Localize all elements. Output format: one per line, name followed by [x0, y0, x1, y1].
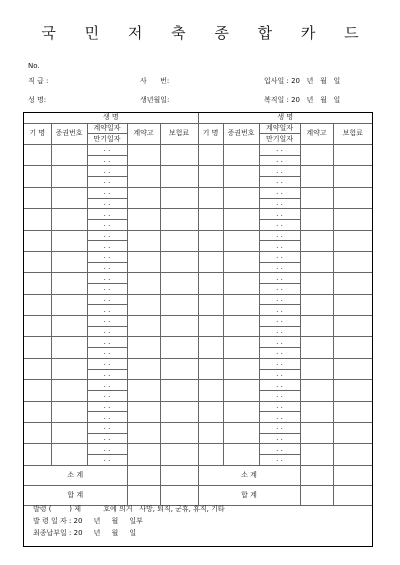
- cert-no-cell-left[interactable]: [51, 358, 87, 379]
- cert-no-cell-right[interactable]: [223, 145, 259, 166]
- premium-cell-right[interactable]: [333, 166, 372, 187]
- contract-date-cell-left: . .: [87, 273, 127, 284]
- org-cell-right[interactable]: [198, 294, 223, 315]
- maturity-date-cell-right: . .: [259, 369, 300, 380]
- table-row: [24, 337, 372, 348]
- table-row: [24, 145, 372, 156]
- notes-line-last-payment: 최종납부일 : 20 년 월 일: [33, 529, 137, 537]
- premium-cell-left[interactable]: [160, 401, 198, 422]
- contract-date-cell-right: . .: [259, 145, 300, 156]
- org-cell-left[interactable]: [24, 380, 51, 401]
- table-row: [24, 294, 372, 305]
- org-cell-left[interactable]: [24, 209, 51, 230]
- table-row: [24, 209, 372, 220]
- contract-date-cell-left: . .: [87, 337, 127, 348]
- table-row: [24, 380, 372, 391]
- org-cell-left[interactable]: [24, 316, 51, 337]
- org-cell-right[interactable]: [198, 401, 223, 422]
- premium-cell-right[interactable]: [333, 145, 372, 166]
- amount-cell-left[interactable]: [127, 422, 160, 443]
- contract-date-cell-right: . .: [259, 187, 300, 198]
- premium-cell-right[interactable]: [333, 316, 372, 337]
- rank-label: 직 급 :: [28, 77, 49, 85]
- org-cell-right[interactable]: [198, 380, 223, 401]
- amount-cell-right[interactable]: [300, 401, 333, 422]
- cert-no-cell-right[interactable]: [223, 230, 259, 251]
- cert-no-cell-left[interactable]: [51, 316, 87, 337]
- maturity-date-cell-right: . .: [259, 348, 300, 359]
- total-row: [24, 485, 372, 505]
- org-cell-left[interactable]: [24, 230, 51, 251]
- notes-line-order: 발령 ( ) 제 호에 의거 사망, 퇴직, 군휴, 휴직, 기타: [33, 505, 225, 513]
- premium-cell-left[interactable]: [160, 209, 198, 230]
- maturity-date-cell-left: . .: [87, 455, 127, 466]
- cert-no-cell-right[interactable]: [223, 316, 259, 337]
- section-title-right: 생 명: [198, 113, 372, 123]
- cert-no-cell-left[interactable]: [51, 337, 87, 358]
- org-cell-right[interactable]: [198, 316, 223, 337]
- premium-cell-left[interactable]: [160, 380, 198, 401]
- amount-cell-left[interactable]: [127, 230, 160, 251]
- totals-body: [24, 465, 372, 505]
- col-amount-right: 계약고: [300, 123, 333, 144]
- org-cell-left[interactable]: [24, 273, 51, 294]
- table-row: [24, 230, 372, 241]
- cert-no-cell-left[interactable]: [51, 230, 87, 251]
- amount-cell-right[interactable]: [300, 444, 333, 465]
- premium-cell-left[interactable]: [160, 187, 198, 208]
- cert-no-cell-right[interactable]: [223, 358, 259, 379]
- contract-date-cell-right: . .: [259, 251, 300, 262]
- cert-no-cell-right[interactable]: [223, 187, 259, 208]
- amount-cell-right[interactable]: [300, 337, 333, 358]
- premium-cell-right[interactable]: [333, 422, 372, 443]
- contract-date-cell-right: . .: [259, 294, 300, 305]
- amount-cell-left[interactable]: [127, 273, 160, 294]
- amount-cell-left[interactable]: [127, 187, 160, 208]
- maturity-date-cell-left: . .: [87, 262, 127, 273]
- subtotal-premium-right[interactable]: [333, 465, 372, 485]
- maturity-date-cell-right: . .: [259, 177, 300, 188]
- cert-no-cell-right[interactable]: [223, 444, 259, 465]
- amount-cell-left[interactable]: [127, 251, 160, 272]
- contract-date-cell-left: . .: [87, 251, 127, 262]
- cert-no-cell-left[interactable]: [51, 145, 87, 166]
- maturity-date-cell-right: . .: [259, 284, 300, 295]
- contract-date-cell-left: . .: [87, 444, 127, 455]
- col-premium-left: 보험료: [160, 123, 198, 144]
- card-no-label: No.: [28, 62, 40, 70]
- maturity-date-cell-right: . .: [259, 433, 300, 444]
- org-cell-right[interactable]: [198, 251, 223, 272]
- premium-cell-right[interactable]: [333, 294, 372, 315]
- cert-no-cell-left[interactable]: [51, 422, 87, 443]
- table-row: [24, 444, 372, 455]
- org-cell-left[interactable]: [24, 358, 51, 379]
- contract-date-cell-left: . .: [87, 380, 127, 391]
- org-cell-left[interactable]: [24, 422, 51, 443]
- cert-no-cell-left[interactable]: [51, 209, 87, 230]
- notes-line-order-date: 발 령 일 자 : 20 년 월 일부: [33, 517, 143, 525]
- contract-date-cell-left: . .: [87, 166, 127, 177]
- cert-no-cell-left[interactable]: [51, 444, 87, 465]
- maturity-date-cell-right: . .: [259, 262, 300, 273]
- contract-date-cell-right: . .: [259, 422, 300, 433]
- table-row: [24, 273, 372, 284]
- premium-cell-right[interactable]: [333, 230, 372, 251]
- hire-date-label: 입사일 : 20 년 월 일: [264, 77, 341, 85]
- amount-cell-right[interactable]: [300, 380, 333, 401]
- org-cell-left[interactable]: [24, 294, 51, 315]
- org-cell-right[interactable]: [198, 230, 223, 251]
- amount-cell-right[interactable]: [300, 422, 333, 443]
- premium-cell-left[interactable]: [160, 358, 198, 379]
- maturity-date-cell-left: . .: [87, 390, 127, 401]
- org-cell-right[interactable]: [198, 358, 223, 379]
- org-cell-left[interactable]: [24, 166, 51, 187]
- contract-date-cell-right: . .: [259, 209, 300, 220]
- maturity-date-cell-left: . .: [87, 369, 127, 380]
- premium-cell-right[interactable]: [333, 273, 372, 294]
- amount-cell-left[interactable]: [127, 166, 160, 187]
- col-premium-right: 보험료: [333, 123, 372, 144]
- contract-date-cell-left: . .: [87, 294, 127, 305]
- maturity-date-cell-left: . .: [87, 241, 127, 252]
- table-row: [24, 358, 372, 369]
- amount-cell-left[interactable]: [127, 294, 160, 315]
- cert-no-cell-right[interactable]: [223, 209, 259, 230]
- amount-cell-left[interactable]: [127, 401, 160, 422]
- org-cell-left[interactable]: [24, 337, 51, 358]
- subtotal-amount-right[interactable]: [300, 465, 333, 485]
- col-cert-no-left: 증권번호: [51, 123, 87, 144]
- premium-cell-right[interactable]: [333, 380, 372, 401]
- org-cell-left[interactable]: [24, 187, 51, 208]
- maturity-date-cell-left: . .: [87, 219, 127, 230]
- cert-no-cell-left[interactable]: [51, 251, 87, 272]
- premium-cell-right[interactable]: [333, 209, 372, 230]
- maturity-date-cell-left: . .: [87, 326, 127, 337]
- cert-no-cell-right[interactable]: [223, 251, 259, 272]
- table-row: [24, 166, 372, 177]
- premium-cell-left[interactable]: [160, 230, 198, 251]
- premium-cell-right[interactable]: [333, 358, 372, 379]
- contract-date-cell-right: . .: [259, 380, 300, 391]
- org-cell-right[interactable]: [198, 422, 223, 443]
- amount-cell-right[interactable]: [300, 358, 333, 379]
- contract-date-cell-right: . .: [259, 230, 300, 241]
- col-cert-no-right: 증권번호: [223, 123, 259, 144]
- premium-cell-left[interactable]: [160, 422, 198, 443]
- org-cell-right[interactable]: [198, 145, 223, 166]
- name-label: 성 명:: [28, 96, 47, 104]
- premium-cell-right[interactable]: [333, 187, 372, 208]
- maturity-date-cell-left: . .: [87, 155, 127, 166]
- premium-cell-left[interactable]: [160, 316, 198, 337]
- cert-no-cell-left[interactable]: [51, 187, 87, 208]
- premium-cell-left[interactable]: [160, 166, 198, 187]
- premium-cell-right[interactable]: [333, 337, 372, 358]
- org-cell-left[interactable]: [24, 401, 51, 422]
- total-premium-left[interactable]: [160, 485, 198, 505]
- card-title: 국 민 저 축 종 합 카 드: [41, 24, 371, 42]
- maturity-date-cell-left: . .: [87, 412, 127, 423]
- cert-no-cell-right[interactable]: [223, 166, 259, 187]
- amount-cell-right[interactable]: [300, 251, 333, 272]
- amount-cell-left[interactable]: [127, 209, 160, 230]
- maturity-date-cell-left: . .: [87, 348, 127, 359]
- premium-cell-left[interactable]: [160, 145, 198, 166]
- subtotal-label-right: 소 계: [198, 465, 300, 485]
- org-cell-right[interactable]: [198, 273, 223, 294]
- maturity-date-cell-right: . .: [259, 241, 300, 252]
- table-body: [24, 113, 372, 465]
- premium-cell-right[interactable]: [333, 401, 372, 422]
- contract-date-cell-right: . .: [259, 337, 300, 348]
- amount-cell-left[interactable]: [127, 358, 160, 379]
- amount-cell-right[interactable]: [300, 230, 333, 251]
- savings-form: [23, 112, 373, 547]
- subtotal-premium-left[interactable]: [160, 465, 198, 485]
- contract-date-cell-left: . .: [87, 187, 127, 198]
- column-header-row: [24, 123, 372, 134]
- subtotal-row: [24, 465, 372, 485]
- birth-date-label: 생년월일:: [140, 96, 170, 104]
- premium-cell-right[interactable]: [333, 251, 372, 272]
- org-cell-left[interactable]: [24, 444, 51, 465]
- subtotal-amount-left[interactable]: [127, 465, 160, 485]
- col-org-right: 기 명: [198, 123, 223, 144]
- maturity-date-cell-right: . .: [259, 326, 300, 337]
- cert-no-cell-left[interactable]: [51, 401, 87, 422]
- maturity-date-cell-right: . .: [259, 198, 300, 209]
- contract-date-cell-left: . .: [87, 401, 127, 412]
- contract-date-cell-right: . .: [259, 358, 300, 369]
- org-cell-right[interactable]: [198, 166, 223, 187]
- cert-no-cell-right[interactable]: [223, 337, 259, 358]
- maturity-date-cell-right: . .: [259, 305, 300, 316]
- contract-date-cell-left: . .: [87, 230, 127, 241]
- premium-cell-right[interactable]: [333, 444, 372, 465]
- life-insurance-table: [24, 113, 372, 506]
- amount-cell-right[interactable]: [300, 187, 333, 208]
- amount-cell-right[interactable]: [300, 273, 333, 294]
- total-label-left: 합 계: [24, 485, 127, 505]
- total-premium-right[interactable]: [333, 485, 372, 505]
- contract-date-cell-right: . .: [259, 444, 300, 455]
- amount-cell-left[interactable]: [127, 337, 160, 358]
- amount-cell-right[interactable]: [300, 145, 333, 166]
- maturity-date-cell-left: . .: [87, 177, 127, 188]
- org-cell-right[interactable]: [198, 209, 223, 230]
- contract-date-cell-left: . .: [87, 209, 127, 220]
- amount-cell-right[interactable]: [300, 294, 333, 315]
- col-maturity-date-left: 만기일자: [87, 134, 127, 145]
- org-cell-left[interactable]: [24, 145, 51, 166]
- contract-date-cell-right: . .: [259, 166, 300, 177]
- contract-date-cell-left: . .: [87, 145, 127, 156]
- cert-no-cell-left[interactable]: [51, 273, 87, 294]
- section-title-left: 생 명: [24, 113, 198, 123]
- amount-cell-left[interactable]: [127, 145, 160, 166]
- maturity-date-cell-right: . .: [259, 155, 300, 166]
- contract-date-cell-left: . .: [87, 358, 127, 369]
- cert-no-cell-left[interactable]: [51, 380, 87, 401]
- table-row: [24, 422, 372, 433]
- amount-cell-left[interactable]: [127, 316, 160, 337]
- premium-cell-left[interactable]: [160, 337, 198, 358]
- cert-no-cell-left[interactable]: [51, 294, 87, 315]
- rehire-date-label: 복직일 : 20 년 월 일: [264, 96, 341, 104]
- col-amount-left: 계약고: [127, 123, 160, 144]
- section-header-row: [24, 113, 372, 123]
- contract-date-cell-left: . .: [87, 422, 127, 433]
- amount-cell-right[interactable]: [300, 316, 333, 337]
- org-cell-left[interactable]: [24, 251, 51, 272]
- cert-no-cell-right[interactable]: [223, 401, 259, 422]
- amount-cell-right[interactable]: [300, 166, 333, 187]
- maturity-date-cell-right: . .: [259, 412, 300, 423]
- maturity-date-cell-right: . .: [259, 390, 300, 401]
- contract-date-cell-right: . .: [259, 316, 300, 327]
- contract-date-cell-left: . .: [87, 316, 127, 327]
- org-cell-right[interactable]: [198, 337, 223, 358]
- total-amount-left[interactable]: [127, 485, 160, 505]
- cert-no-cell-right[interactable]: [223, 380, 259, 401]
- maturity-date-cell-left: . .: [87, 305, 127, 316]
- amount-cell-left[interactable]: [127, 380, 160, 401]
- table-row: [24, 251, 372, 262]
- col-org-left: 기 명: [24, 123, 51, 144]
- maturity-date-cell-left: . .: [87, 284, 127, 295]
- cert-no-cell-left[interactable]: [51, 166, 87, 187]
- cert-no-cell-right[interactable]: [223, 422, 259, 443]
- total-label-right: 합 계: [198, 485, 300, 505]
- contract-date-cell-right: . .: [259, 401, 300, 412]
- employee-no-label: 사 번:: [140, 77, 170, 85]
- col-maturity-date-right: 만기일자: [259, 134, 300, 145]
- table-row: [24, 187, 372, 198]
- contract-date-cell-right: . .: [259, 273, 300, 284]
- cert-no-cell-right[interactable]: [223, 294, 259, 315]
- premium-cell-left[interactable]: [160, 444, 198, 465]
- col-contract-date-left: 계약일자: [87, 123, 127, 134]
- maturity-date-cell-right: . .: [259, 219, 300, 230]
- premium-cell-left[interactable]: [160, 294, 198, 315]
- premium-cell-left[interactable]: [160, 251, 198, 272]
- total-amount-right[interactable]: [300, 485, 333, 505]
- amount-cell-left[interactable]: [127, 444, 160, 465]
- col-contract-date-right: 계약일자: [259, 123, 300, 134]
- maturity-date-cell-left: . .: [87, 198, 127, 209]
- amount-cell-right[interactable]: [300, 209, 333, 230]
- table-row: [24, 316, 372, 327]
- org-cell-right[interactable]: [198, 444, 223, 465]
- maturity-date-cell-right: . .: [259, 455, 300, 466]
- premium-cell-left[interactable]: [160, 273, 198, 294]
- maturity-date-cell-left: . .: [87, 433, 127, 444]
- org-cell-right[interactable]: [198, 187, 223, 208]
- cert-no-cell-right[interactable]: [223, 273, 259, 294]
- table-row: [24, 401, 372, 412]
- subtotal-label-left: 소 계: [24, 465, 127, 485]
